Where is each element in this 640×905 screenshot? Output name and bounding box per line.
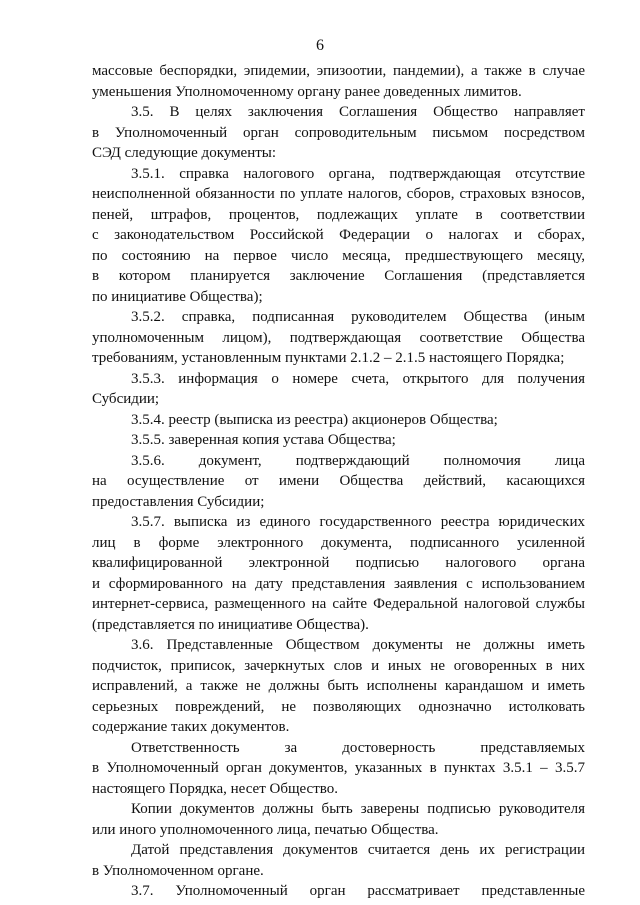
text-line: Ответственность за достоверность представляемых — [131, 739, 585, 756]
text-line: предоставления Субсидии; — [92, 493, 265, 510]
text-line: 3.5. В целях заключения Соглашения Общество направляет — [131, 104, 585, 120]
document-body — [92, 61, 585, 902]
text-line: на осуществление от имени Общества действий, касающихся — [92, 473, 585, 489]
text-line: серьезных повреждений, не позволяющих однозначно истолковать — [92, 698, 585, 715]
text-line: по состоянию на первое число месяца, предшествующего месяцу, — [92, 247, 585, 264]
text-line: 3.5.2. справка, подписанная руководителем Общества (иным — [131, 309, 585, 325]
text-line: Копии документов должны быть заверены подписью руководителя — [131, 801, 585, 817]
text-line: лиц в форме электронного документа, подписанного усиленной — [92, 534, 585, 551]
text-line: Датой представления документов считается день их регистрации — [131, 842, 585, 858]
text-line: 3.5.6. документ, подтверждающий полномочия лица — [131, 452, 585, 469]
text-line: в Уполномоченном органе. — [92, 862, 264, 879]
text-line: с законодательством Российской Федерации о налогах и сборах, — [92, 227, 585, 243]
text-line: содержание таких документов. — [92, 719, 290, 735]
text-line: неисполненной обязанности по уплате налогов, сборов, страховых взносов, — [92, 186, 585, 202]
text-line: интернет-сервиса, размещенного на сайте Федеральной налоговой службы — [92, 596, 585, 612]
text-line: уполномоченным лицом), подтверждающая соответствие Общества — [92, 329, 585, 346]
text-line: требованиям, установленным пунктами 2.1.2 – 2.1.5 настоящего Порядка; — [92, 350, 565, 366]
text-line: в Уполномоченный орган документов, указанных в пунктах 3.5.1 – 3.5.7 — [92, 760, 585, 776]
text-line: 3.5.5. заверенная копия устава Общества; — [131, 432, 396, 448]
text-line: (представляется по инициативе Общества). — [92, 616, 369, 633]
text-line: 3.6. Представленные Обществом документы не должны иметь — [131, 637, 585, 653]
text-line: уменьшения Уполномоченному органу ранее доведенных лимитов. — [92, 83, 522, 100]
text-line: подчисток, приписок, зачеркнутых слов и иных не оговоренных в них — [92, 657, 585, 674]
text-line: исправлений, а также не должны быть исполнены карандашом и иметь — [92, 678, 585, 694]
text-line: Субсидии; — [92, 391, 160, 407]
text-line: по инициативе Общества); — [92, 288, 263, 305]
text-line: 3.5.4. реестр (выписка из реестра) акционеров Общества; — [131, 411, 498, 428]
page-number: 6 — [316, 37, 324, 54]
text-line: СЭД следующие документы: — [92, 145, 277, 161]
text-line: и сформированного на дату представления заявления с использованием — [92, 575, 585, 592]
text-line: в котором планируется заключение Соглашения (представляется — [92, 268, 585, 284]
text-line: 3.7. Уполномоченный орган рассматривает представленные — [131, 883, 585, 899]
text-line: в Уполномоченный орган сопроводительным письмом посредством — [92, 124, 585, 141]
text-line: 3.5.3. информация о номере счета, открытого для получения — [131, 370, 585, 387]
text-line: настоящего Порядка, несет Общество. — [92, 780, 338, 797]
text-line: или иного уполномоченного лица, печатью Общества. — [92, 821, 439, 838]
text-line: массовые беспорядки, эпидемии, эпизоотии, пандемии), а также в случае — [92, 63, 585, 79]
text-line: 3.5.1. справка налогового органа, подтверждающая отсутствие — [131, 165, 585, 182]
text-line: 3.5.7. выписка из единого государственного реестра юридических — [131, 514, 585, 530]
text-line: пеней, штрафов, процентов, подлежащих уплате в соответствии — [92, 206, 585, 223]
text-line: квалифицированной электронной подписью налогового органа — [92, 555, 585, 571]
